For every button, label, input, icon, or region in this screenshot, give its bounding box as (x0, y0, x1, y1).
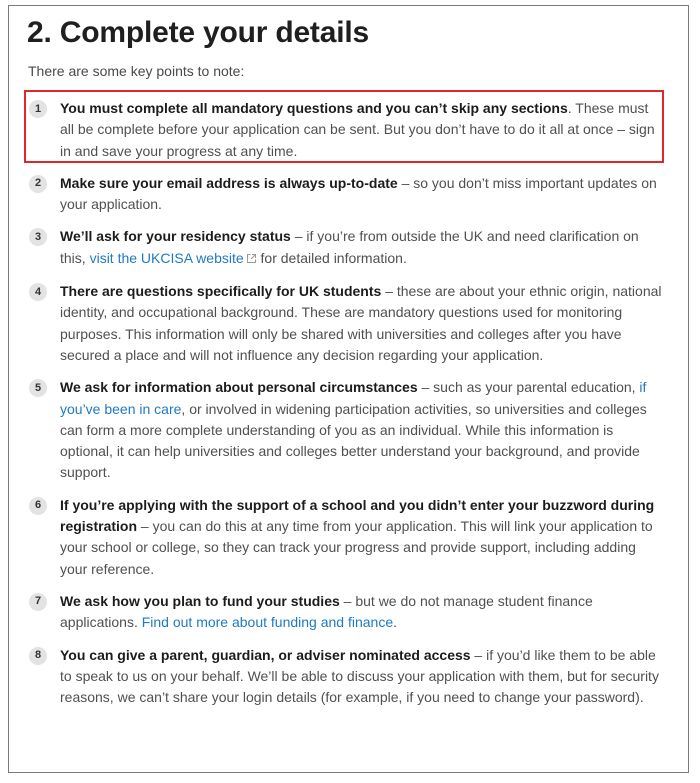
number-badge: 1 (29, 100, 47, 118)
item-heading: Make sure your email address is always up-to-date (60, 174, 398, 191)
list-item (26, 591, 666, 634)
item-heading: If you’re applying with the support of a school and you didn’t enter your buzzword during registration (60, 496, 655, 535)
item-heading: We ask for information about personal circumstances (60, 379, 418, 396)
item-text: , or involved in widening participation activities, so universities and colleges can form a more complete understanding of you as an individual. While this information is optional, it can help universities and colleges better understand your background, and provide support. (60, 400, 647, 481)
item-text: – these are about your ethnic origin, national identity, and occupational background. These are mandatory questions used for monitoring purposes. This information will only be shared with universities and colleges after you have secured a place and will not influence any decision regarding your application. (60, 283, 662, 363)
number-badge: 7 (29, 593, 47, 611)
item-text: – but we do not manage student finance applications. (60, 592, 593, 631)
content-panel (8, 5, 689, 773)
key-points-list (26, 98, 666, 708)
item-text: – such as your parental education, (417, 379, 640, 396)
number-badge: 6 (29, 497, 47, 515)
number-badge: 5 (29, 379, 47, 397)
item-text: – if you’d like them to be able to speak to us on your behalf. We’ll be able to discuss your application with them, but for security reasons, we can’t share your login details (for example, if you need to change your password). (60, 646, 659, 706)
item-text: – if you’re from outside the UK and need clarification on this, (60, 228, 639, 266)
list-item (26, 281, 666, 366)
list-item (26, 495, 666, 580)
item-text: for detailed information. (256, 249, 407, 266)
number-badge: 4 (29, 283, 47, 301)
item-text: . These must all be complete before your application can be sent. But you don’t have to do it all at once – sign in and save your progress at any time. (60, 100, 655, 159)
page-title: 2. Complete your details (27, 16, 369, 49)
intro-text: There are some key points to note: (28, 63, 245, 79)
list-item (26, 226, 666, 270)
item-heading: You must complete all mandatory questions and you can’t skip any sections (60, 100, 568, 116)
item-heading: We’ll ask for your residency status (60, 228, 291, 245)
list-item (26, 645, 666, 709)
item-text: . (393, 614, 398, 631)
item-text: – so you don’t miss important updates on your application. (60, 174, 657, 213)
ukcisa-link[interactable]: visit the UKCISA website (89, 249, 244, 266)
number-badge: 2 (29, 175, 47, 193)
list-item (26, 377, 666, 483)
funding-link[interactable]: Find out more about funding and finance (141, 614, 394, 631)
list-item (26, 173, 666, 216)
item-text: – you can do this at any time from your application. This will link your application to your school or college, so they can track your progress and provide support, including adding your reference. (60, 518, 653, 577)
item-heading: We ask how you plan to fund your studies (60, 592, 340, 609)
number-badge: 8 (29, 647, 47, 665)
number-badge: 3 (29, 228, 47, 246)
item-heading: There are questions specifically for UK students (60, 283, 382, 300)
list-item (26, 98, 666, 162)
external-link-icon (246, 249, 257, 270)
care-link[interactable]: if you’ve been in care (60, 379, 647, 417)
item-heading: You can give a parent, guardian, or adviser nominated access (60, 646, 471, 663)
